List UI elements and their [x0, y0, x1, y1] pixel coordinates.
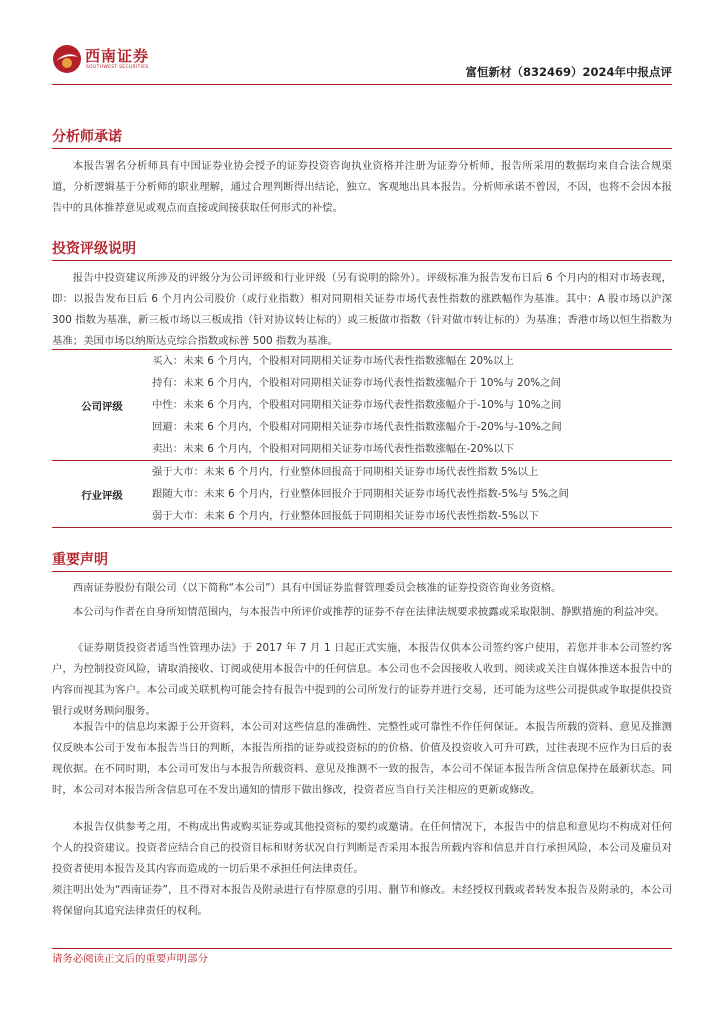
- company-rating-row: 中性：未来 6 个月内，个股相对同期相关证券市场代表性指数涨幅介于-10%与 10%之间: [152, 399, 562, 411]
- industry-rating-row: 跟随大市：未来 6 个月内，行业整体回报介于同期相关证券市场代表性指数-5%与 5%之间: [152, 488, 569, 500]
- analyst-paragraph: 本报告署名分析师具有中国证券业协会授予的证券投资咨询执业资格并注册为证券分析师，报告所采用的数据均来自合法合规渠道，分析逻辑基于分析师的职业理解，通过合理判断得出结论，独立、客观地出具本报告。分析师承诺不曾因，不因，也将不会因本报告中的具体推荐意见或观点而直接或间接获取任何形式的补偿。: [52, 160, 672, 214]
- header-divider: [52, 84, 672, 85]
- company-rating-row: 持有：未来 6 个月内，个股相对同期相关证券市场代表性指数涨幅介于 10%与 20%之间: [152, 377, 561, 389]
- analyst-section-title: 分析师承诺: [52, 129, 122, 145]
- industry-rating-label: 行业评级: [81, 489, 123, 502]
- industry-rating-group: [52, 461, 672, 528]
- logo-chinese-name: 西南证券: [85, 47, 150, 65]
- rating-table: [52, 349, 672, 528]
- industry-rating-row: 强于大市：未来 6 个月内，行业整体回报高于同期相关证券市场代表性指数 5%以上: [152, 466, 539, 478]
- industry-rating-row: 弱于大市：未来 6 个月内，行业整体回报低于同期相关证券市场代表性指数-5%以下: [152, 510, 539, 522]
- rating-section-divider: [52, 260, 672, 261]
- company-rating-label: 公司评级: [81, 400, 123, 413]
- report-title: 富恒新材（832469）2024年中报点评: [465, 65, 672, 79]
- disclaimer-paragraph: 本公司与作者在自身所知情范围内，与本报告中所评价或推荐的证券不存在法律法规要求披露或采取限制、静默措施的利益冲突。: [72, 606, 666, 618]
- disclaimer-note: 须注明出处为“西南证券”，且不得对本报告及附录进行有悖原意的引用、删节和修改。未经授权刊载或者转发本报告及附录的，本公司将保留向其追究法律责任的权利。: [52, 884, 672, 917]
- logo-emblem-icon: [52, 44, 82, 74]
- disclaimer-section-divider: [52, 571, 672, 572]
- disclaimer-paragraph: 《证券期货投资者适当性管理办法》于 2017 年 7 月 1 日起正式实施，本报告仅供本公司签约客户使用，若您并非本公司签约客户，为控制投资风险，请取消接收、订阅或使用本报告中的任何信息。本公司也不会因接收人收到、阅读或关注自媒体推送本报告中的内容而视其为客户。本公司或关联机构可能会持有报告中提到的公司所发行的证券并进行交易，还可能为这些公司提供或争取提供投资银行或财务顾问服务。: [52, 642, 672, 717]
- company-logo: [52, 44, 172, 74]
- company-rating-group: [52, 350, 672, 461]
- company-rating-row: 回避：未来 6 个月内，个股相对同期相关证券市场代表性指数涨幅介于-20%与-10%之间: [152, 421, 562, 433]
- disclaimer-section-title: 重要声明: [52, 552, 108, 568]
- disclaimer-paragraph: 西南证券股份有限公司（以下简称“本公司”）具有中国证券监督管理委员会核准的证券投资咨询业务资格。: [72, 582, 562, 594]
- company-rating-row: 买入：未来 6 个月内，个股相对同期相关证券市场代表性指数涨幅在 20%以上: [152, 355, 514, 367]
- rating-section-title: 投资评级说明: [52, 241, 136, 257]
- footer-divider: [52, 948, 672, 949]
- rating-paragraph: 报告中投资建议所涉及的评级分为公司评级和行业评级（另有说明的除外）。评级标准为报告发布日后 6 个月内的相对市场表现，即：以报告发布日后 6 个月内公司股价（或行业指数）相对同期相关证券市场代表性指数的涨跌幅作为基准。其中：A 股市场以沪深 300 指数为基准，新三板市场以三板成指（针对协议转让标的）或三板做市指数（针对做市转让标的）为基准；香港市场以恒生指数为基准；美国市场以纳斯达克综合指数或标普 500 指数为基准。: [52, 272, 672, 347]
- logo-english-name: SOUTHWEST SECURITIES: [86, 65, 149, 70]
- analyst-section-divider: [52, 148, 672, 149]
- company-rating-row: 卖出：未来 6 个月内，个股相对同期相关证券市场代表性指数涨幅在-20%以下: [152, 443, 515, 455]
- disclaimer-paragraph: 本报告中的信息均来源于公开资料，本公司对这些信息的准确性、完整性或可靠性不作任何保证。本报告所载的资料、意见及推测仅反映本公司于发布本报告当日的判断，本报告所指的证券或投资标的的价格、价值及投资收入可升可跌，过往表现不应作为日后的表现依据。在不同时期，本公司可发出与本报告所载资料、意见及推测不一致的报告，本公司不保证本报告所含信息保持在最新状态。同时，本公司对本报告所含信息可在不发出通知的情形下做出修改，投资者应当自行关注相应的更新或修改。: [52, 721, 672, 796]
- disclaimer-paragraph: 本报告仅供参考之用，不构成出售或购买证券或其他投资标的要约或邀请。在任何情况下，本报告中的信息和意见均不构成对任何个人的投资建议。投资者应结合自己的投资目标和财务状况自行判断是否采用本报告所载内容和信息并自行承担风险，本公司及雇员对投资者使用本报告及其内容而造成的一切后果不承担任何法律责任。: [52, 821, 672, 875]
- footer-notice: 请务必阅读正文后的重要声明部分: [52, 953, 208, 965]
